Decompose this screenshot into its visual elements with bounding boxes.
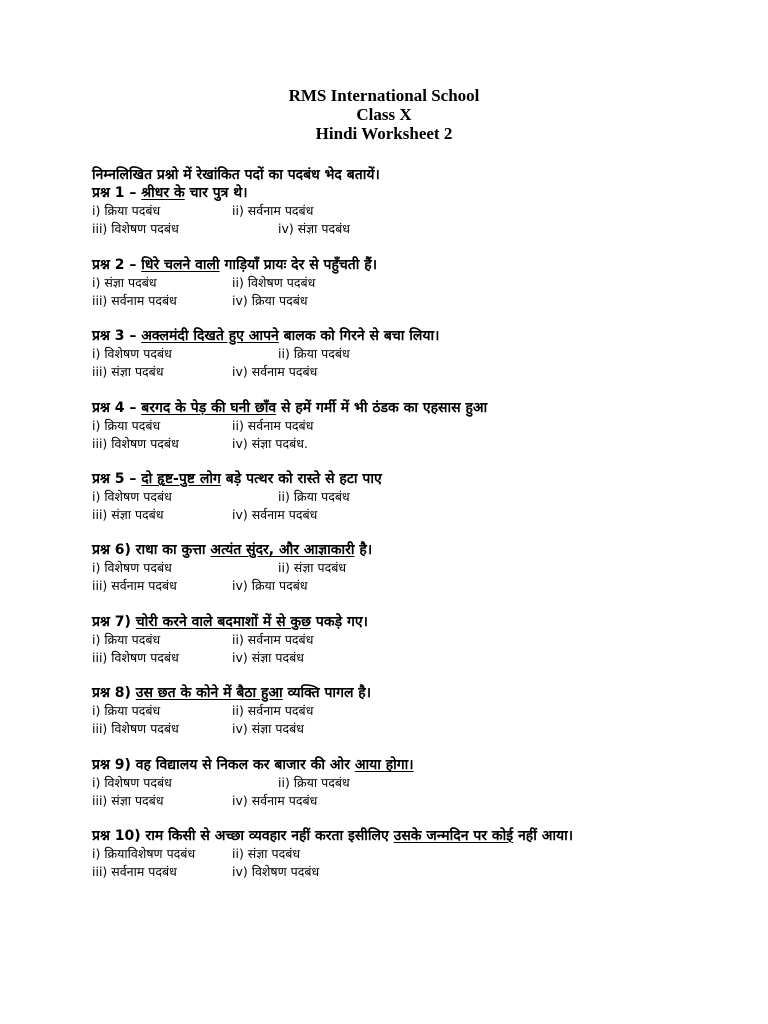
option-3: iii) विशेषण पदबंध [92,721,179,736]
option-2: ii) विशेषण पदबंध [232,275,316,290]
question-text [92,541,372,559]
question-prefix: प्रश्न 10) राम किसी से अच्छा व्यवहार नहीं करता इसीलिए [92,828,394,844]
option-3: iii) संज्ञा पदबंध [92,793,164,808]
question-10 [92,827,573,881]
question-suffix: नहीं आया। [513,828,574,844]
option-4: iv) क्रिया पदबंध [232,293,308,308]
school-name: RMS International School [288,86,480,105]
underlined-phrase: आया होगा। [354,757,414,773]
option-2: ii) क्रिया पदबंध [278,346,350,361]
question-3 [92,327,439,381]
question-4 [92,399,487,453]
question-suffix: है। [354,542,373,558]
option-1: i) विशेषण पदबंध [92,346,172,361]
underlined-phrase: श्रीधर के [141,185,185,201]
question-1 [92,184,350,238]
question-suffix: गाड़ियाँ प्रायः देर से पहुँचती हैं। [219,257,378,273]
question-prefix: प्रश्न 7) [92,614,136,630]
question-prefix: प्रश्न 5 – [92,471,142,487]
option-3: iii) विशेषण पदबंध [92,436,179,451]
question-prefix: प्रश्न 3 – [92,328,142,344]
underlined-phrase: धिरे चलने वाली [141,257,220,273]
question-5 [92,470,382,524]
option-3: iii) संज्ञा पदबंध [92,507,164,522]
option-4: iv) संज्ञा पदबंध [278,221,350,236]
option-4: iv) क्रिया पदबंध [232,578,308,593]
question-prefix: प्रश्न 6) राधा का कुत्ता [92,542,211,558]
option-3: iii) विशेषण पदबंध [92,650,179,665]
option-2: ii) सर्वनाम पदबंध [232,418,314,433]
question-prefix: प्रश्न 9) वह विद्यालय से निकल कर बाजार की ओर [92,757,355,773]
question-suffix: चार पुत्र थे। [184,185,248,201]
question-prefix: प्रश्न 8) [92,685,136,701]
option-3: iii) संज्ञा पदबंध [92,364,164,379]
option-3: iii) सर्वनाम पदबंध [92,578,177,593]
question-text [92,613,368,631]
question-text [92,470,382,488]
underlined-phrase: बरगद के पेड़ की घनी छाँव [141,400,277,416]
option-2: ii) संज्ञा पदबंध [232,846,301,861]
option-1: i) क्रियाविशेषण पदबंध [92,846,196,861]
option-2: ii) क्रिया पदबंध [278,775,350,790]
question-text [92,256,377,274]
option-4: iv) संज्ञा पदबंध [232,721,304,736]
option-2: ii) सर्वनाम पदबंध [232,703,314,718]
option-2: ii) सर्वनाम पदबंध [232,203,314,218]
question-7 [92,613,368,667]
worksheet-title: Hindi Worksheet 2 [315,124,453,143]
option-1: i) विशेषण पदबंध [92,489,172,504]
question-prefix: प्रश्न 1 – [92,185,142,201]
option-2: ii) संज्ञा पदबंध [278,560,347,575]
question-text [92,827,573,845]
option-1: i) क्रिया पदबंध [92,203,161,218]
option-4: iv) सर्वनाम पदबंध [232,364,318,379]
question-text [92,184,248,202]
question-6 [92,541,372,595]
question-suffix: से हमें गर्मी में भी ठंडक का एहसास हुआ [276,400,488,416]
question-suffix: बालक को गिरने से बचा लिया। [278,328,440,344]
option-4: iv) विशेषण पदबंध [232,864,320,879]
question-suffix: पकड़े गए। [311,614,368,630]
class-name: Class X [356,105,412,124]
option-1: i) संज्ञा पदबंध [92,275,157,290]
option-3: iii) विशेषण पदबंध [92,221,179,236]
underlined-phrase: अक्लमंदी दिखते हुए आपने [141,328,279,344]
underlined-phrase: चोरी करने वाले बदमाशों में से कुछ [135,614,312,630]
question-prefix: प्रश्न 2 – [92,257,142,273]
option-1: i) क्रिया पदबंध [92,418,161,433]
option-4: iv) सर्वनाम पदबंध [232,793,318,808]
question-text [92,684,371,702]
option-1: i) विशेषण पदबंध [92,560,172,575]
option-3: iii) सर्वनाम पदबंध [92,864,177,879]
question-8 [92,684,371,738]
question-2 [92,256,377,310]
option-2: ii) सर्वनाम पदबंध [232,632,314,647]
option-4: iv) सर्वनाम पदबंध [232,507,318,522]
question-9 [92,756,414,810]
question-prefix: प्रश्न 4 – [92,400,142,416]
instruction-text: निम्नलिखित प्रश्नो में रेखांकित पदों का पदबंध भेद बतायें। [92,167,380,183]
question-suffix: बड़े पत्थर को रास्ते से हटा पाए [220,471,382,487]
question-text [92,327,439,345]
option-1: i) विशेषण पदबंध [92,775,172,790]
question-suffix: व्यक्ति पागल है। [282,685,372,701]
option-4: iv) संज्ञा पदबंध [232,650,304,665]
underlined-phrase: उसके जन्मदिन पर कोई [393,828,514,844]
option-1: i) क्रिया पदबंध [92,632,161,647]
underlined-phrase: दो हृष्ट-पुष्ट लोग [141,471,221,487]
option-4: iv) संज्ञा पदबंध. [232,436,308,451]
underlined-phrase: अत्यंत सुंदर, और आज्ञाकारी [210,542,355,558]
question-text [92,756,414,774]
worksheet-header [0,86,768,143]
option-1: i) क्रिया पदबंध [92,703,161,718]
option-3: iii) सर्वनाम पदबंध [92,293,177,308]
option-2: ii) क्रिया पदबंध [278,489,350,504]
question-text [92,399,487,417]
underlined-phrase: उस छत के कोने में बैठा हुआ [135,685,283,701]
